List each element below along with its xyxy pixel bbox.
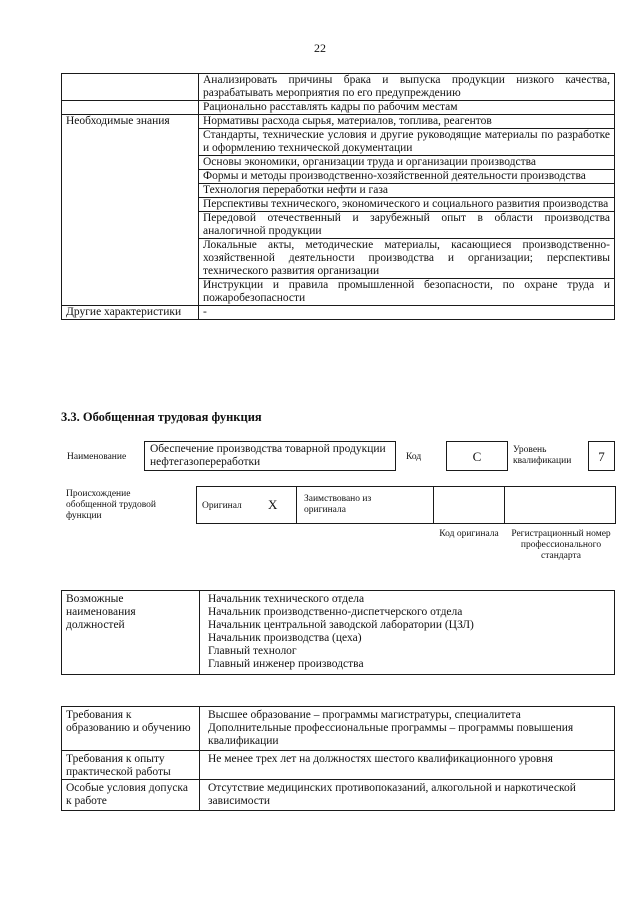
section-title: 3.3. Обобщенная трудовая функция: [61, 410, 262, 424]
special-conditions-label: Особые условия допуска к работе: [62, 780, 200, 811]
position-item: Начальник технического отдела: [208, 593, 365, 605]
experience-label: Требования к опыту практической работы: [62, 751, 200, 780]
education-item: Высшее образование – программы магистратуры, специалитета: [208, 709, 521, 721]
code-label: Код: [406, 452, 422, 462]
level-label: Уровень квалификации: [513, 445, 572, 466]
table-row: [62, 101, 615, 115]
position-item: Главный технолог: [208, 645, 297, 657]
code-box: [446, 441, 508, 471]
table-row: [62, 751, 615, 780]
position-item: Начальник производства (цеха): [208, 632, 362, 644]
origin-label: Происхождение обобщенной трудовой функции: [66, 489, 156, 521]
knowledge-item: Технология переработки нефти и газа: [199, 184, 615, 198]
origin-divider: [433, 486, 434, 524]
original-mark: X: [268, 497, 278, 512]
position-item: Главный инженер производства: [208, 658, 364, 670]
table-row: [62, 306, 615, 320]
knowledge-label: Необходимые знания: [62, 115, 199, 306]
other-characteristics-value: -: [199, 306, 615, 320]
knowledge-item: Стандарты, технические условия и другие руководящие материалы по разработке и оформлению технической документации: [199, 129, 615, 156]
skills-knowledge-table: [61, 73, 615, 320]
name-label: Наименование: [67, 452, 127, 462]
skill-item: Анализировать причины брака и выпуска продукции низкого качества, разрабатывать мероприятия по его предупреждению: [199, 74, 615, 101]
code-value: C: [472, 448, 482, 464]
knowledge-item: Локальные акты, методические материалы, касающиеся производственно-хозяйственной деятельности производства и организации; перспективы технического развития организации: [199, 239, 615, 279]
table-row: [62, 780, 615, 811]
knowledge-item: Перспективы технического, экономического и социального развития производства: [199, 198, 615, 212]
requirements-table: [61, 706, 615, 811]
table-row: [62, 74, 615, 101]
origin-row: [196, 486, 616, 524]
knowledge-item: Основы экономики, организации труда и организации производства: [199, 156, 615, 170]
original-label: Оригинал: [202, 501, 242, 511]
experience-value: Не менее трех лет на должностях шестого квалификационного уровня: [200, 751, 615, 780]
registration-number-caption: Регистрационный номер профессионального стандарта: [511, 529, 611, 561]
positions-list: [200, 591, 615, 675]
position-item: Начальник производственно-диспетчерского отдела: [208, 606, 463, 618]
page-number: 22: [314, 41, 326, 55]
education-label: Требования к образованию и обучению: [62, 707, 200, 751]
code-original-caption: Код оригинала: [439, 529, 499, 539]
position-item: Начальник центральной заводской лаборатории (ЦЗЛ): [208, 619, 474, 631]
empty-label-cell: [62, 74, 199, 101]
table-row: [62, 115, 615, 129]
table-row: [62, 591, 615, 675]
function-name-box: [144, 441, 396, 471]
positions-table: [61, 590, 615, 675]
knowledge-item: Передовой отечественный и зарубежный опыт в области производства аналогичной продукции: [199, 212, 615, 239]
origin-divider: [296, 486, 297, 524]
knowledge-item: Формы и методы производственно-хозяйственной деятельности производства: [199, 170, 615, 184]
function-name-value: Обеспечение производства товарной продукции нефтегазопереработки: [150, 443, 386, 468]
origin-divider: [504, 486, 505, 524]
education-item: Дополнительные профессиональные программы – программы повышения квалификации: [208, 722, 574, 747]
table-row: [62, 707, 615, 751]
skill-item: Рационально расставлять кадры по рабочим местам: [199, 101, 615, 115]
level-box: [588, 441, 615, 471]
level-value: 7: [598, 448, 605, 464]
special-conditions-value: Отсутствие медицинских противопоказаний, алкогольной и наркотической зависимости: [200, 780, 615, 811]
knowledge-item: Инструкции и правила промышленной безопасности, по охране труда и пожаробезопасности: [199, 279, 615, 306]
knowledge-item: Нормативы расхода сырья, материалов, топлива, реагентов: [199, 115, 615, 129]
empty-label-cell: [62, 101, 199, 115]
education-requirements: [200, 707, 615, 751]
positions-label: Возможные наименования должностей: [62, 591, 200, 675]
other-characteristics-label: Другие характеристики: [62, 306, 199, 320]
borrowed-label: Заимствовано из оригинала: [304, 494, 372, 515]
